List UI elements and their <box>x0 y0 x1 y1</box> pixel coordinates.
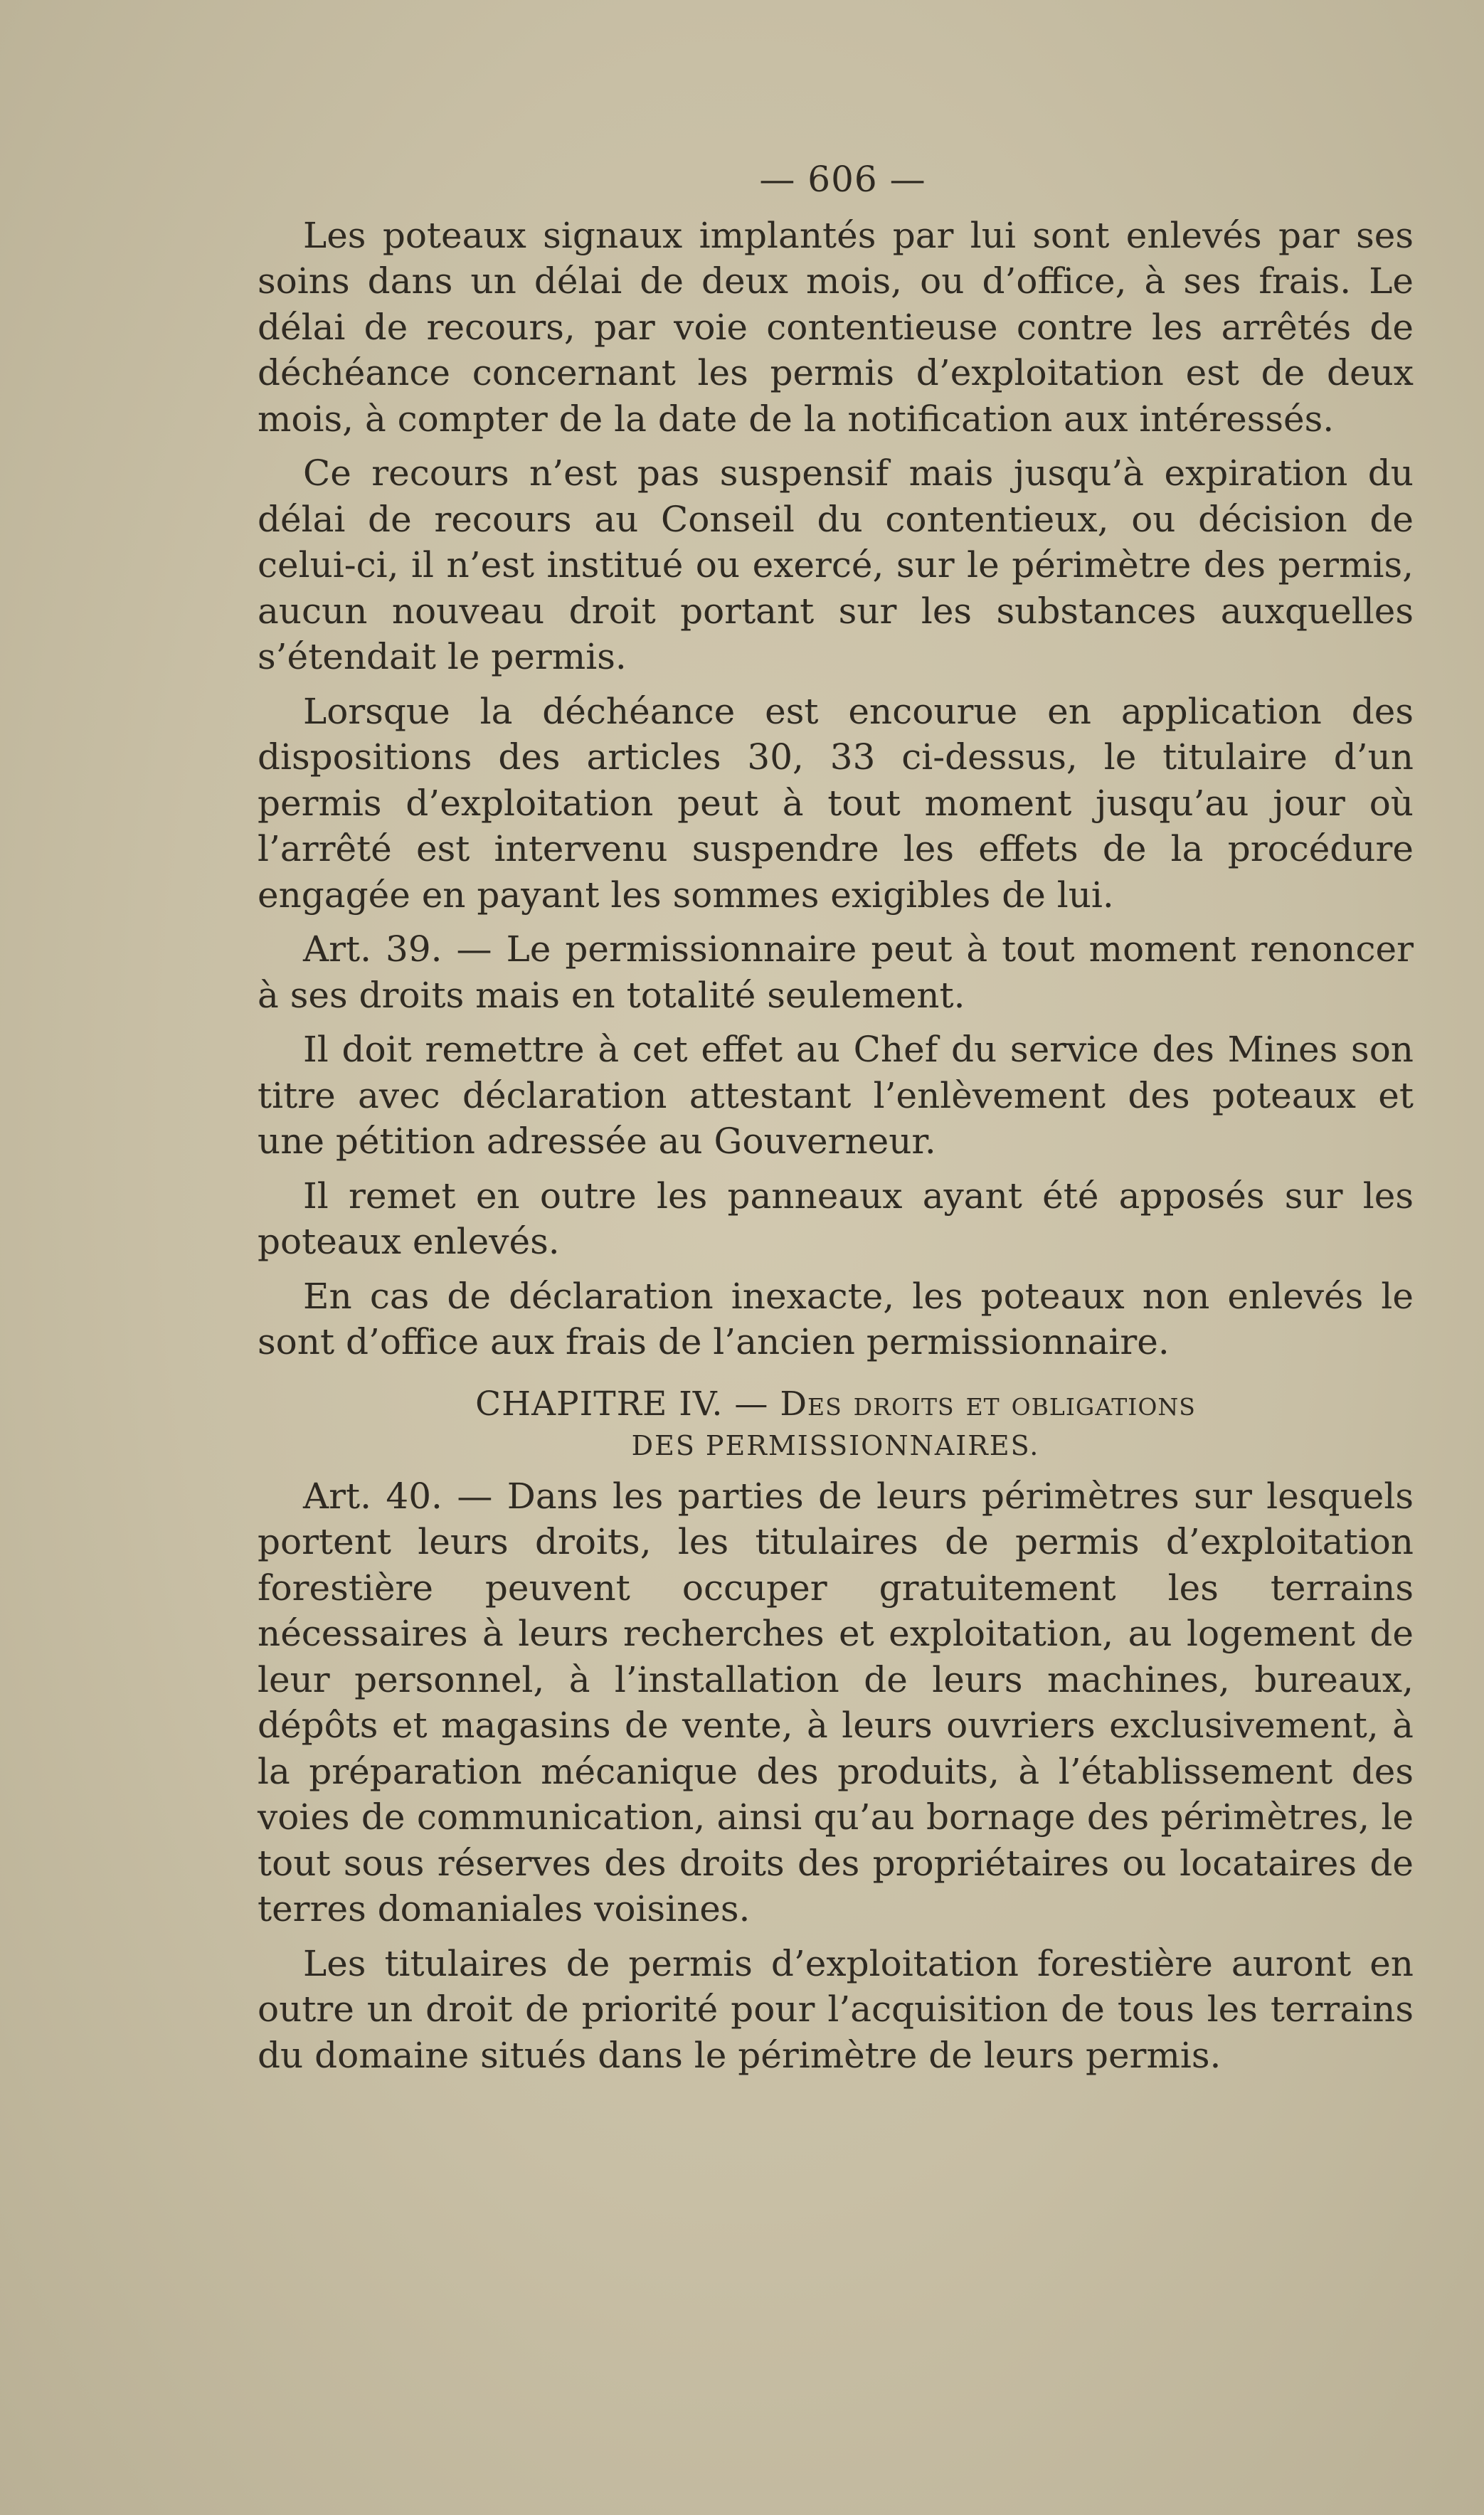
page-number: — 606 — <box>759 159 926 200</box>
chapter-title: CHAPITRE IV. — Des droits et obligations <box>475 1384 1196 1424</box>
paragraph-recours: Ce recours n’est pas suspensif mais jusqu’à expiration du délai de recours au Conseil du contentieux, ou décision de celui-ci, il n’est institué ou exercé, sur le périmètre des permis, aucun nouveau droit portant sur les substances auxquelles s’étendait le permis. <box>258 452 1414 677</box>
chapter-subtitle: DES PERMISSIONNAIRES. <box>631 1429 1040 1461</box>
paragraph-poteaux-enleves: Les poteaux signaux implantés par lui sont enlevés par ses soins dans un délai de deux mois, ou d’office, à ses frais. Le délai de recours, par voie contentieuse contre les arrêtés de déchéance concernant les permis d’exploitation est de deux mois, à compter de la date de la notification aux intéressés. <box>258 214 1414 440</box>
paragraph-droit-priorite: Les titulaires de permis d’exploitation forestière auront en outre un droit de priorité pour l’acquisition de tous les terrains du domaine situés dans le périmètre de leurs permis. <box>258 1942 1414 2076</box>
paragraph-panneaux: Il remet en outre les panneaux ayant été apposés sur les poteaux enlevés. <box>258 1175 1414 1262</box>
paragraph-article-39: Art. 39. — Le permissionnaire peut à tout moment renoncer à ses droits mais en totalité seulement. <box>258 928 1414 1016</box>
chapter-heading <box>258 1384 1414 1466</box>
paragraph-declaration-inexacte: En cas de déclaration inexacte, les poteaux non enlevés le sont d’office aux frais de l’ancien permissionnaire. <box>258 1275 1414 1362</box>
page-text <box>258 157 1414 2087</box>
paragraph-article-40: Art. 40. — Dans les parties de leurs périmètres sur lesquels portent leurs droits, les titulaires de permis d’exploitation forestière peuvent occuper gratuitement les terrains nécessaires à leurs recherches et exploitation, au logement de leur personnel, à l’installation de leurs machines, bureaux, dépôts et magasins de vente, à leurs ouvriers exclusivement, à la préparation mécanique des produits, à l’établissement des voies de communication, ainsi qu’au bornage des périmètres, le tout sous réserves des droits des propriétaires ou locataires de terres domaniales voisines. <box>258 1475 1414 1929</box>
paragraph-remise-titre: Il doit remettre à cet effet au Chef du service des Mines son titre avec déclaration attestant l’enlèvement des poteaux et une pétition adressée au Gouverneur. <box>258 1029 1414 1162</box>
paragraph-decheance: Lorsque la déchéance est encourue en application des dispositions des articles 30, 33 ci-dessus, le titulaire d’un permis d’exploitation peut à tout moment jusqu’au jour où l’arrêté est intervenu suspendre les effets de la procédure engagée en payant les sommes exigibles de lui. <box>258 690 1414 916</box>
